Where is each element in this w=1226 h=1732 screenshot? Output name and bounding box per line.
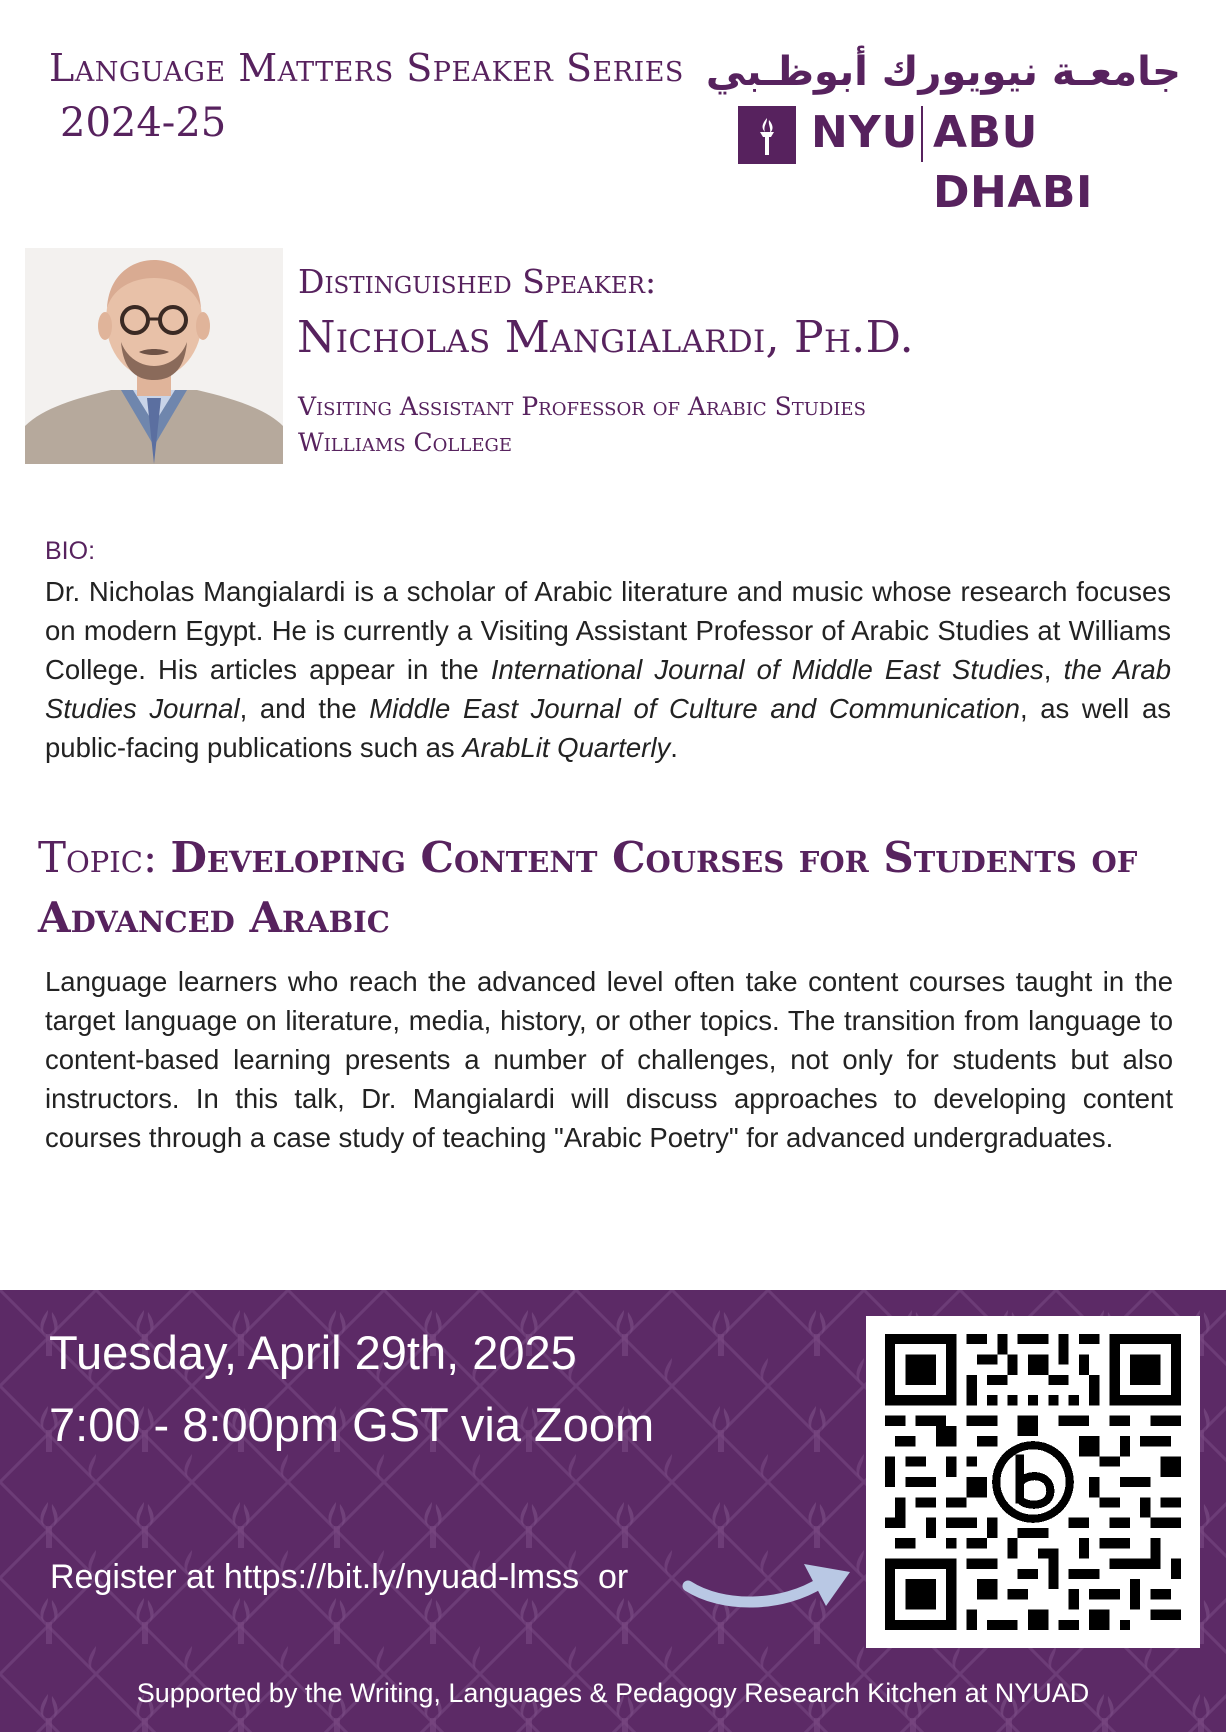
- speaker-photo: [25, 248, 283, 464]
- logo-arabic-name: جامعـة نيويورك أبوظـبي: [705, 49, 1181, 95]
- support-credit: Supported by the Writing, Languages & Pedagogy Research Kitchen at NYUAD: [136, 1678, 1090, 1708]
- topic-abstract: Language learners who reach the advanced level often take content courses taught in the target language on literature, media, history, or other topics. The transition from language to content-based learning presents a number of challenges, not only for students but also instructors. In this talk, Dr. Mangialardi will discuss approaches to developing content courses through a case study of teaching "Arabic Poetry" for advanced undergraduates.: [45, 966, 1173, 1153]
- registration-qr-code[interactable]: [866, 1316, 1200, 1648]
- topic-heading: [38, 828, 1198, 948]
- logo-abu-dhabi: ABU DHABI: [933, 107, 1093, 218]
- nyu-abu-dhabi-logo: [705, 48, 1185, 218]
- bio-text: [45, 572, 1171, 767]
- speaker-label: Distinguished Speaker:: [298, 262, 657, 301]
- speaker-institution: Williams College: [298, 428, 512, 457]
- series-year: 2024-25: [60, 100, 227, 146]
- topic-label: Topic:: [38, 833, 158, 882]
- journal-title: International Journal of Middle East Studies: [490, 654, 1044, 685]
- event-time: 7:00 - 8:00pm GST via Zoom: [49, 1398, 655, 1451]
- publication-title: ArabLit Quarterly: [462, 732, 671, 763]
- arrow-right-icon: [682, 1556, 852, 1616]
- topic-title: Developing Content Courses for Students of Advanced Arabic: [38, 833, 1138, 942]
- series-title: Language Matters Speaker Series: [49, 46, 684, 90]
- torch-icon: [738, 106, 796, 164]
- logo-nyu: NYU: [811, 107, 919, 158]
- logo-divider: [921, 106, 923, 162]
- bio-text-part: , and the: [239, 693, 370, 724]
- speaker-name: Nicholas Mangialardi, Ph.D.: [297, 312, 914, 363]
- bio-text-part: ,: [1043, 654, 1064, 685]
- speaker-title: Visiting Assistant Professor of Arabic Studies: [298, 392, 866, 421]
- bio-label: BIO:: [45, 537, 96, 565]
- journal-title: the Arab Studies Journal: [45, 654, 1171, 724]
- bio-text-part: , as well as public-facing publications such as: [45, 693, 1171, 763]
- journal-title: Middle East Journal of Culture and Communication: [369, 693, 1020, 724]
- event-date: Tuesday, April 29th, 2025: [49, 1326, 577, 1379]
- bio-text-part: Dr. Nicholas Mangialardi is a scholar of Arabic literature and music whose research focuses on modern Egypt. He is currently a Visiting Assistant Professor of Arabic Studies at Williams College. His articles appear in the: [45, 576, 1171, 685]
- bio-text-part: .: [670, 732, 678, 763]
- register-link-text[interactable]: Register at https://bit.ly/nyuad-lmss or: [50, 1558, 629, 1596]
